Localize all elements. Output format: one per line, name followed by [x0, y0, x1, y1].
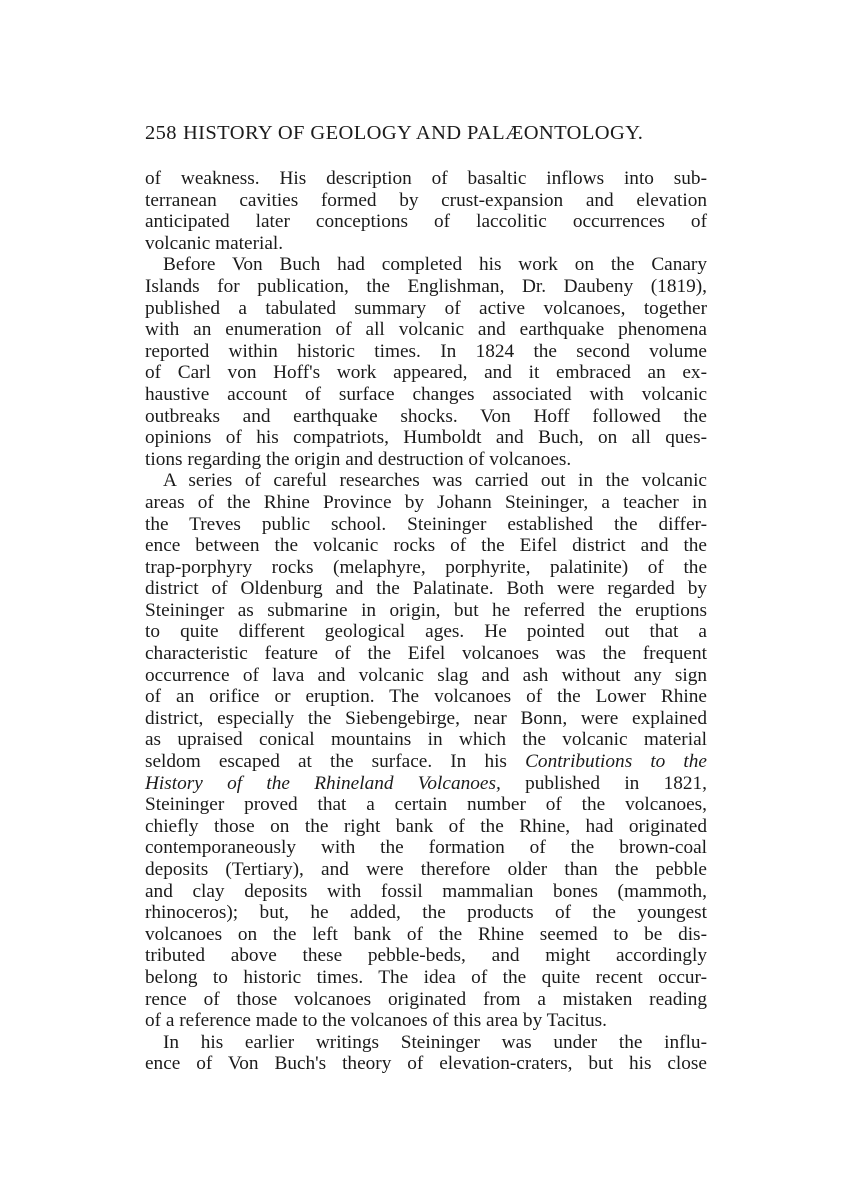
italic-title: Contributions to the: [525, 751, 707, 773]
text-line: belong to historic times. The idea of the quite recent occur-: [145, 966, 707, 988]
running-head: [145, 122, 715, 145]
text-line: district, especially the Siebengebirge, near Bonn, were explained: [145, 707, 707, 729]
text-line: to quite different geological ages. He pointed out that a: [145, 621, 707, 643]
text-line: [145, 773, 707, 795]
text-line: [145, 751, 707, 773]
text-line: volcanic material.: [145, 232, 284, 254]
text-line: the Treves public school. Steininger established the differ-: [145, 513, 707, 535]
body-text: [145, 168, 707, 1075]
text-line: ence of Von Buch's theory of elevation-craters, but his close: [145, 1053, 707, 1075]
text-line: volcanoes on the left bank of the Rhine seemed to be dis-: [145, 923, 707, 945]
italic-title: History of the Rhineland Volcanoes,: [145, 772, 501, 794]
text-line: deposits (Tertiary), and were therefore older than the pebble: [145, 859, 707, 880]
text-line: Before Von Buch had completed his work on the Canary: [163, 254, 707, 276]
text-line: and clay deposits with fossil mammalian bones (mammoth,: [145, 880, 707, 902]
text-line: terranean cavities formed by crust-expansion and elevation: [145, 189, 707, 211]
text-line: of weakness. His description of basaltic inflows into sub-: [145, 168, 707, 189]
text-line: anticipated later conceptions of laccolitic occurrences of: [145, 211, 707, 233]
text-line: In his earlier writings Steininger was under the influ-: [163, 1031, 707, 1053]
text-line: Islands for publication, the Englishman, Dr. Daubeny (1819),: [145, 275, 707, 297]
text-line: ence between the volcanic rocks of the Eifel district and the: [145, 535, 707, 557]
text-line: as upraised conical mountains in which the volcanic material: [145, 729, 707, 751]
text-span: seldom escaped at the surface. In his: [145, 751, 526, 773]
text-line: tributed above these pebble-beds, and might accordingly: [145, 945, 707, 967]
text-line: Steininger proved that a certain number of the volcanoes,: [145, 794, 707, 816]
text-line: A series of careful researches was carried out in the volcanic: [163, 470, 707, 492]
text-line: published a tabulated summary of active volcanoes, together: [145, 297, 707, 319]
text-line: trap-porphyry rocks (melaphyre, porphyrite, palatinite) of the: [145, 556, 707, 578]
text-line: chiefly those on the right bank of the Rhine, had originated: [145, 815, 707, 837]
text-line: of an orifice or eruption. The volcanoes of the Lower Rhine: [145, 686, 707, 708]
page-number: 258: [145, 122, 177, 144]
text-line: rhinoceros); but, he added, the products of the youngest: [145, 902, 707, 924]
text-line: of Carl von Hoff's work appeared, and it embraced an ex-: [145, 362, 707, 384]
text-line: of a reference made to the volcanoes of this area by Tacitus.: [145, 1010, 607, 1032]
text-line: contemporaneously with the formation of the brown-coal: [145, 837, 707, 859]
text-line: with an enumeration of all volcanic and earthquake phenomena: [145, 319, 707, 341]
text-line: district of Oldenburg and the Palatinate. Both were regarded by: [145, 578, 707, 600]
text-line: characteristic feature of the Eifel volcanoes was the frequent: [145, 643, 707, 665]
text-line: haustive account of surface changes associated with volcanic: [145, 383, 707, 405]
text-span: published in 1821,: [500, 772, 707, 794]
text-line: rence of those volcanoes originated from a mistaken reading: [145, 988, 707, 1010]
running-title: HISTORY OF GEOLOGY AND PALÆONTOLOGY.: [182, 122, 644, 144]
text-line: outbreaks and earthquake shocks. Von Hoff followed the: [145, 405, 707, 427]
text-line: reported within historic times. In 1824 the second volume: [145, 340, 707, 362]
text-line: tions regarding the origin and destruction of volcanoes.: [145, 448, 572, 470]
text-line: occurrence of lava and volcanic slag and ash without any sign: [145, 664, 707, 686]
text-line: areas of the Rhine Province by Johann Steininger, a teacher in: [145, 491, 707, 513]
text-line: opinions of his compatriots, Humboldt and Buch, on all ques-: [145, 427, 707, 449]
text-line: Steininger as submarine in origin, but he referred the eruptions: [145, 599, 707, 621]
